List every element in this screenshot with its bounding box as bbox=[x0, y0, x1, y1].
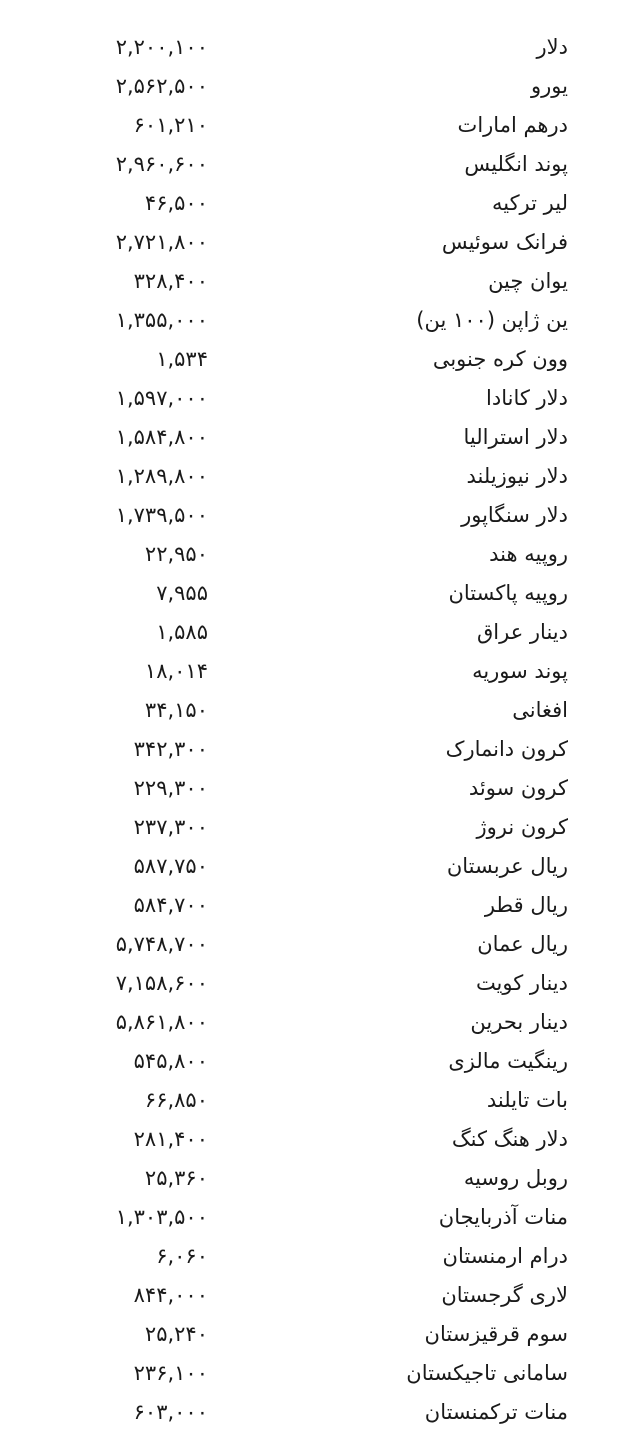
currency-name: درهم امارات bbox=[457, 113, 568, 137]
currency-row bbox=[0, 1237, 638, 1276]
currency-name: دلار کانادا bbox=[486, 386, 568, 410]
currency-row bbox=[0, 223, 638, 262]
currency-row bbox=[0, 1081, 638, 1120]
currency-row bbox=[0, 886, 638, 925]
currency-value: ۲۲,۹۵۰ bbox=[144, 542, 208, 566]
currency-value: ۸۴۴,۰۰۰ bbox=[133, 1283, 208, 1307]
currency-row bbox=[0, 184, 638, 223]
currency-rate-list bbox=[0, 28, 638, 1432]
currency-row bbox=[0, 847, 638, 886]
currency-value: ۱,۳۰۳,۵۰۰ bbox=[115, 1205, 208, 1229]
currency-name: سوم قرقیزستان bbox=[424, 1322, 568, 1346]
currency-row bbox=[0, 301, 638, 340]
currency-name: کرون نروژ bbox=[476, 815, 568, 839]
currency-row bbox=[0, 964, 638, 1003]
currency-name: ریال قطر bbox=[484, 893, 568, 917]
currency-name: دلار استرالیا bbox=[463, 425, 568, 449]
currency-name: بات تایلند bbox=[486, 1088, 568, 1112]
currency-name: یوان چین bbox=[488, 269, 568, 293]
currency-row bbox=[0, 1003, 638, 1042]
currency-value: ۱,۷۳۹,۵۰۰ bbox=[115, 503, 208, 527]
currency-value: ۵۸۴,۷۰۰ bbox=[133, 893, 208, 917]
currency-name: کرون سوئد bbox=[468, 776, 568, 800]
currency-name: پوند انگلیس bbox=[464, 152, 568, 176]
currency-value: ۶۰۳,۰۰۰ bbox=[133, 1400, 208, 1424]
currency-row bbox=[0, 652, 638, 691]
currency-name: دلار bbox=[536, 35, 568, 59]
currency-row bbox=[0, 106, 638, 145]
currency-name: افغانی bbox=[512, 698, 568, 722]
currency-value: ۲,۷۲۱,۸۰۰ bbox=[115, 230, 208, 254]
currency-value: ۱,۵۸۵ bbox=[156, 620, 208, 644]
currency-row bbox=[0, 1198, 638, 1237]
currency-value: ۳۲۸,۴۰۰ bbox=[133, 269, 208, 293]
currency-name: دینار کویت bbox=[475, 971, 568, 995]
currency-name: ین ژاپن (۱۰۰ ین) bbox=[416, 308, 568, 332]
currency-row bbox=[0, 457, 638, 496]
currency-value: ۴۶,۵۰۰ bbox=[144, 191, 208, 215]
currency-name: سامانی تاجیکستان bbox=[406, 1361, 568, 1385]
currency-row bbox=[0, 1120, 638, 1159]
currency-row bbox=[0, 1354, 638, 1393]
currency-row bbox=[0, 28, 638, 67]
currency-value: ۶,۰۶۰ bbox=[156, 1244, 208, 1268]
currency-name: کرون دانمارک bbox=[445, 737, 568, 761]
currency-row bbox=[0, 691, 638, 730]
currency-name: روپیه هند bbox=[489, 542, 568, 566]
currency-name: لیر ترکیه bbox=[491, 191, 568, 215]
currency-row bbox=[0, 730, 638, 769]
currency-value: ۱۸,۰۱۴ bbox=[144, 659, 208, 683]
currency-row bbox=[0, 1159, 638, 1198]
currency-value: ۲۵,۲۴۰ bbox=[144, 1322, 208, 1346]
currency-name: فرانک سوئیس bbox=[441, 230, 568, 254]
currency-row bbox=[0, 1393, 638, 1432]
currency-value: ۶۰۱,۲۱۰ bbox=[133, 113, 208, 137]
currency-value: ۳۴۲,۳۰۰ bbox=[133, 737, 208, 761]
currency-name: درام ارمنستان bbox=[442, 1244, 568, 1268]
currency-value: ۱,۳۵۵,۰۰۰ bbox=[115, 308, 208, 332]
currency-row bbox=[0, 418, 638, 457]
currency-name: لاری گرجستان bbox=[441, 1283, 568, 1307]
currency-name: روپیه پاکستان bbox=[448, 581, 568, 605]
currency-value: ۲,۵۶۲,۵۰۰ bbox=[115, 74, 208, 98]
currency-name: رینگیت مالزی bbox=[448, 1049, 568, 1073]
currency-value: ۷,۹۵۵ bbox=[156, 581, 208, 605]
currency-value: ۱,۲۸۹,۸۰۰ bbox=[115, 464, 208, 488]
currency-name: ریال عمان bbox=[477, 932, 568, 956]
currency-value: ۷,۱۵۸,۶۰۰ bbox=[115, 971, 208, 995]
currency-value: ۲۳۷,۳۰۰ bbox=[133, 815, 208, 839]
currency-row bbox=[0, 613, 638, 652]
currency-row bbox=[0, 262, 638, 301]
currency-row bbox=[0, 574, 638, 613]
currency-value: ۱,۵۳۴ bbox=[156, 347, 208, 371]
currency-row bbox=[0, 1276, 638, 1315]
currency-value: ۲۳۶,۱۰۰ bbox=[133, 1361, 208, 1385]
currency-value: ۵۴۵,۸۰۰ bbox=[133, 1049, 208, 1073]
currency-name: وون کره جنوبی bbox=[432, 347, 568, 371]
currency-row bbox=[0, 340, 638, 379]
currency-name: یورو bbox=[531, 74, 568, 98]
currency-name: دلار نیوزیلند bbox=[466, 464, 568, 488]
currency-value: ۵,۸۶۱,۸۰۰ bbox=[115, 1010, 208, 1034]
currency-name: ریال عربستان bbox=[446, 854, 568, 878]
currency-name: منات آذربایجان bbox=[438, 1205, 568, 1229]
currency-row bbox=[0, 1042, 638, 1081]
currency-name: دینار بحرین bbox=[470, 1010, 568, 1034]
currency-value: ۱,۵۸۴,۸۰۰ bbox=[115, 425, 208, 449]
currency-value: ۲,۹۶۰,۶۰۰ bbox=[115, 152, 208, 176]
currency-name: دلار هنگ کنگ bbox=[451, 1127, 568, 1151]
currency-name: دینار عراق bbox=[477, 620, 568, 644]
currency-value: ۵,۷۴۸,۷۰۰ bbox=[115, 932, 208, 956]
currency-row bbox=[0, 1315, 638, 1354]
currency-value: ۶۶,۸۵۰ bbox=[144, 1088, 208, 1112]
currency-row bbox=[0, 535, 638, 574]
currency-value: ۳۴,۱۵۰ bbox=[144, 698, 208, 722]
currency-value: ۲۸۱,۴۰۰ bbox=[133, 1127, 208, 1151]
currency-value: ۱,۵۹۷,۰۰۰ bbox=[115, 386, 208, 410]
currency-name: منات ترکمنستان bbox=[424, 1400, 568, 1424]
currency-name: پوند سوریه bbox=[472, 659, 568, 683]
currency-value: ۲۵,۳۶۰ bbox=[144, 1166, 208, 1190]
currency-value: ۲۲۹,۳۰۰ bbox=[133, 776, 208, 800]
currency-value: ۵۸۷,۷۵۰ bbox=[133, 854, 208, 878]
currency-row bbox=[0, 67, 638, 106]
currency-name: روبل روسیه bbox=[463, 1166, 568, 1190]
currency-row bbox=[0, 145, 638, 184]
currency-value: ۲,۲۰۰,۱۰۰ bbox=[115, 35, 208, 59]
currency-name: دلار سنگاپور bbox=[461, 503, 568, 527]
currency-row bbox=[0, 496, 638, 535]
currency-row bbox=[0, 925, 638, 964]
currency-row bbox=[0, 769, 638, 808]
currency-row bbox=[0, 808, 638, 847]
currency-row bbox=[0, 379, 638, 418]
